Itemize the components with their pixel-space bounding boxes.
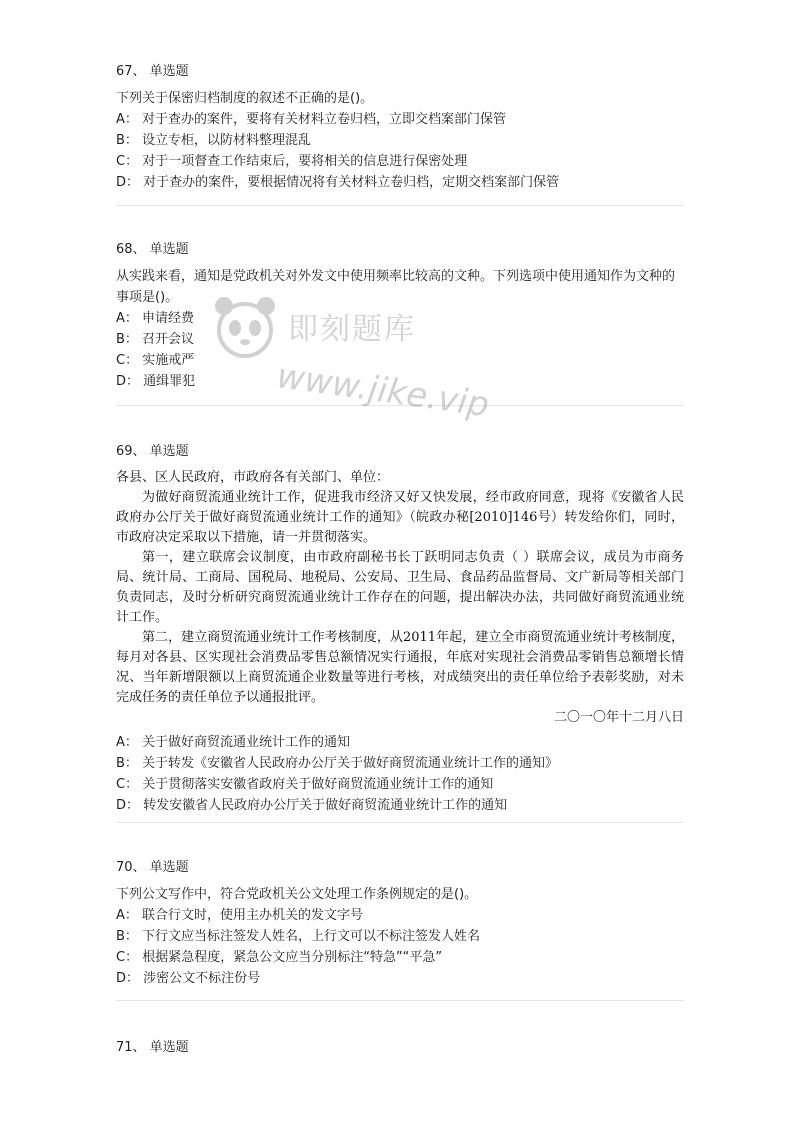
- notice-paragraph-1: 为做好商贸流通业统计工作，促进我市经济又好又快发展，经市政府同意，现将《安徽省人民政府办公厅关于做好商贸流通业统计工作的通知》（皖政办秘[2010]146号）转发给你们，同时，市政府决定采取以下措施，请一并贯彻落实。: [116, 490, 684, 545]
- option-a[interactable]: A： 联合行文时，使用主办机关的发文字号: [116, 908, 364, 923]
- option-d[interactable]: D： 对于查办的案件，要根据情况将有关材料立卷归档，定期交档案部门保管: [116, 175, 560, 190]
- option-a[interactable]: A： 关于做好商贸流通业统计工作的通知: [116, 735, 351, 750]
- option-d[interactable]: D： 涉密公文不标注份号: [116, 971, 261, 986]
- option-c[interactable]: C： 对于一项督查工作结束后，要将相关的信息进行保密处理: [116, 154, 468, 169]
- option-c[interactable]: C： 根据紧急程度，紧急公文应当分别标注“特急”“平急”: [116, 950, 443, 965]
- option-b[interactable]: B： 下行文应当标注签发人姓名，上行文可以不标注签发人姓名: [116, 929, 481, 944]
- option-c[interactable]: C： 实施戒严: [116, 353, 195, 368]
- question-header: 68、 单选题: [116, 242, 189, 257]
- option-d[interactable]: D： 转发安徽省人民政府办公厅关于做好商贸流通业统计工作的通知: [116, 798, 508, 813]
- question-67: [116, 62, 684, 193]
- question-69: [116, 442, 684, 816]
- divider: [116, 205, 684, 206]
- option-a[interactable]: A： 申请经费: [116, 311, 195, 326]
- notice-date: 二〇一〇年十二月八日: [553, 710, 684, 725]
- question-stem: 下列关于保密归档制度的叙述不正确的是()。: [116, 91, 374, 106]
- question-stem: 下列公文写作中，符合党政机关公文处理工作条例规定的是()。: [116, 887, 478, 902]
- question-71: [116, 1038, 684, 1064]
- watermark-url: www.jike.vip: [274, 356, 492, 426]
- question-header: 70、 单选题: [116, 860, 189, 875]
- question-68: [116, 240, 684, 392]
- question-header: 71、 单选题: [116, 1040, 189, 1055]
- question-header: 69、 单选题: [116, 444, 189, 459]
- question-stem: 从实践来看，通知是党政机关对外发文中使用频率比较高的文种。下列选项中使用通知作为文种的事项是()。: [116, 269, 676, 305]
- divider: [116, 822, 684, 823]
- option-b[interactable]: B： 召开会议: [116, 332, 195, 347]
- option-c[interactable]: C： 关于贯彻落实安徽省政府关于做好商贸流通业统计工作的通知: [116, 777, 494, 792]
- question-header: 67、 单选题: [116, 64, 189, 79]
- option-d[interactable]: D： 通缉罪犯: [116, 374, 196, 389]
- option-b[interactable]: B： 设立专柜，以防材料整理混乱: [116, 133, 312, 148]
- notice-paragraph-2: 第一，建立联席会议制度，由市政府副秘书长丁跃明同志负责（ ）联席会议，成员为市商务局、统计局、工商局、国税局、地税局、公安局、卫生局、食品药品监督局、文广新局等相关部门负责同志，及时分析研究商贸流通业统计工作存在的问题，提出解决办法，共同做好商贸流通业统计工作。: [116, 550, 684, 625]
- watermark-name: 即刻题库: [288, 312, 416, 347]
- divider: [116, 1000, 684, 1001]
- option-b[interactable]: B： 关于转发《安徽省人民政府办公厅关于做好商贸流通业统计工作的通知》: [116, 756, 559, 771]
- notice-paragraph-3: 第二，建立商贸流通业统计工作考核制度，从2011年起，建立全市商贸流通业统计考核制度，每月对各县、区实现社会消费品零售总额情况实行通报，年底对实现社会消费品零销售总额增长情况、当年新增限额以上商贸流通企业数量等进行考核，对成绩突出的责任单位给予表彰奖励，对未完成任务的责任单位予以通报批评。: [116, 630, 684, 705]
- divider: [116, 405, 684, 406]
- notice-image-text: [116, 468, 684, 728]
- notice-salutation: 各县、区人民政府，市政府各有关部门、单位：: [116, 470, 390, 485]
- option-a[interactable]: A： 对于查办的案件，要将有关材料立卷归档，立即交档案部门保管: [116, 112, 507, 127]
- question-70: [116, 858, 684, 989]
